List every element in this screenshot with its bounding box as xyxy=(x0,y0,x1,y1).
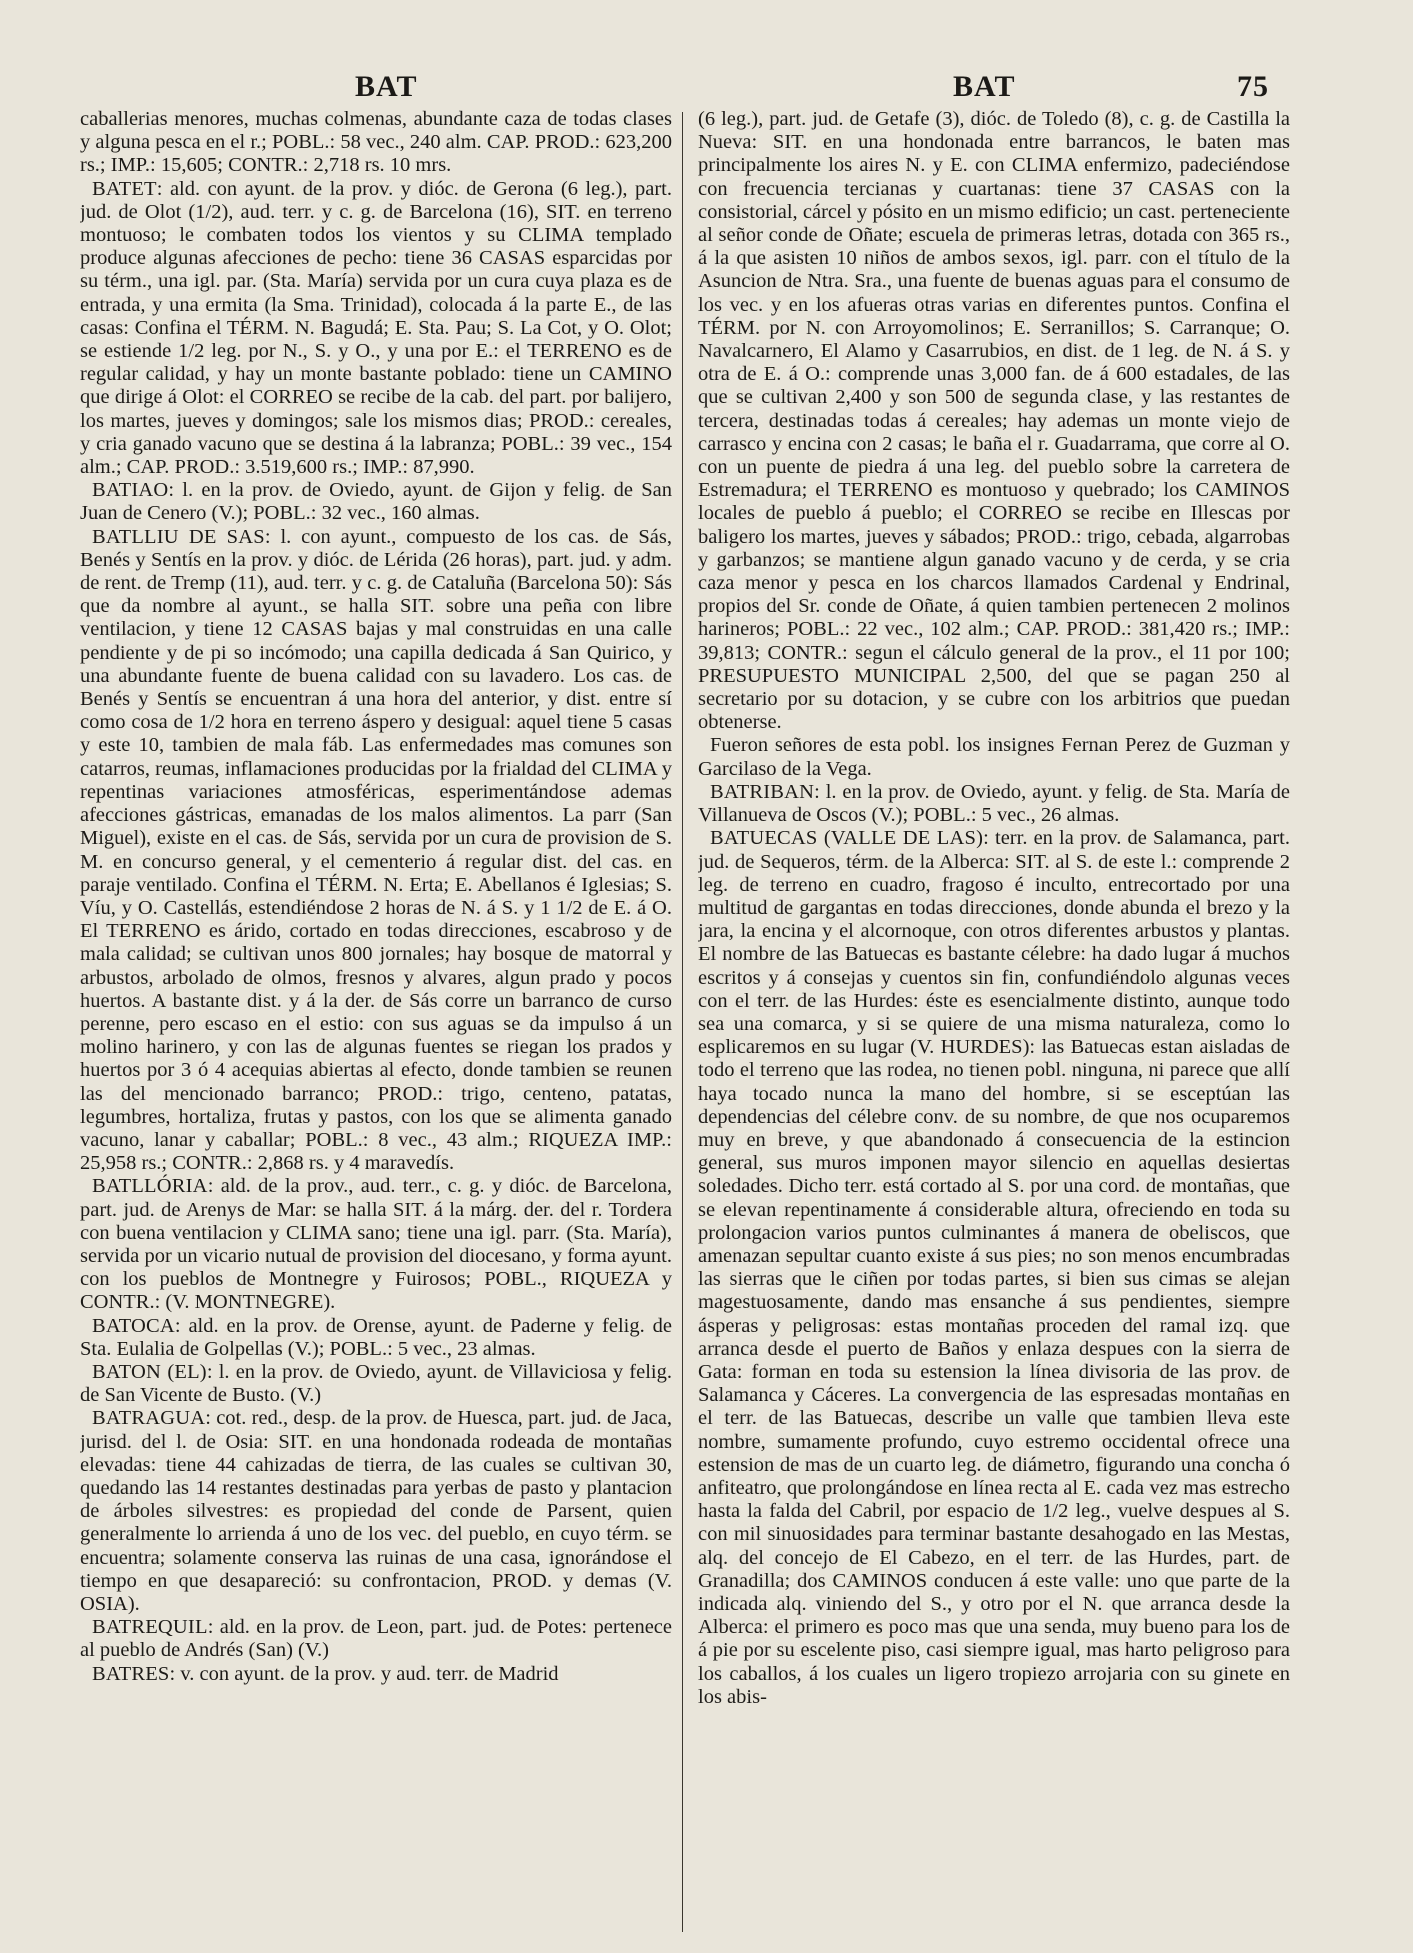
entry-baton: BATON (EL): l. en la prov. de Oviedo, ayunt. de Villaviciosa y felig. de San Vicente de Busto. (V.) xyxy=(80,1360,672,1407)
entry-batoca: BATOCA: ald. en la prov. de Orense, ayunt. de Paderne y felig. de Sta. Eulalia de Golpellas (V.); POBL.: 5 vec., 23 almas. xyxy=(80,1314,672,1360)
entry-batlloria: BATLLÓRIA: ald. de la prov., aud. terr., c. g. y dióc. de Barcelona, part. jud. de Arenys de Mar: se halla SIT. á la márg. der. del r. Tordera con buena ventilacion y CLIMA sano; tiene una igl. parr. (Sta. María), servida por un vicario nutual de provision del diocesano, y forma ayunt. con los pueblos de Montnegre y Fuirosos; POBL., RIQUEZA y CONTR.: (V. MONTNEGRE). xyxy=(80,1175,672,1314)
entry-headword: BATON (EL) xyxy=(92,1360,207,1383)
entry-batriban: BATRIBAN: l. en la prov. de Oviedo, ayunt. y felig. de Sta. María de Villanueva de Oscos (V.); POBL.: 5 vec., 26 almas. xyxy=(698,780,1290,827)
entry-headword: BATUECAS (VALLE DE LAS) xyxy=(710,827,984,850)
entry-headword: BATOCA xyxy=(92,1314,175,1337)
entry-note: Fueron señores de esta pobl. los insignes Fernan Perez de Guzman y Garcilaso de la Vega. xyxy=(698,734,1290,780)
entry-headword: BATRAGUA xyxy=(92,1407,206,1430)
entry-headword: BATIAO xyxy=(92,479,169,502)
right-column xyxy=(698,108,1290,1928)
entry-headword: BATLLÓRIA xyxy=(92,1175,208,1198)
entry-batragua: BATRAGUA: cot. red., desp. de la prov. de Huesca, part. jud. de Jaca, jurisd. del l. de Osia: SIT. en una hondonada rodeada de montañas elevadas: tiene 44 cahizadas de tierra, de las cuales se cultivan 30, quedando las 14 restantes destinadas para yerbas de pasto y plantacion de árboles silvestres: es propiedad del conde de Parsent, quien generalmente lo arrienda á uno de los vec. del pueblo, en cuyo térm. se encuentra; solamente conserva las ruinas de una casa, ignorándose el tiempo en que desapareció: su confrontacion, PROD. y demas (V. OSIA). xyxy=(80,1407,672,1615)
entry-batrequil: BATREQUIL: ald. en la prov. de Leon, part. jud. de Potes: pertenece al pueblo de Andrés (San) (V.) xyxy=(80,1616,672,1662)
entry-headword: BATREQUIL xyxy=(92,1616,208,1639)
entry-continuation: (6 leg.), part. jud. de Getafe (3), dióc. de Toledo (8), c. g. de Castilla la Nueva: SIT. en una hondonada entre barrancos, le baten mas principalmente los aires N. y E. con CLIMA enfermizo, padeciéndose con frecuencia tercianas y cuartanas: tiene 37 CASAS con la consistorial, cárcel y pósito en un mismo edificio; un cast. perteneciente al señor conde de Oñate; escuela de primeras letras, dotada con 365 rs., á la que asisten 10 niños de ambos sexos, igl. parr. con el título de la Asuncion de Ntra. Sra., una fuente de buenas aguas para el consumo de los vec. y en los afueras otras varias en diferentes puntos. Confina el TÉRM. por N. con Arroyomolinos; E. Serranillos; S. Carranque; O. Navalcarnero, El Alamo y Casarrubios, en dist. de 1 leg. de N. á S. y otra de E. á O.: comprende unas 3,000 fan. de á 600 estadales, de las que se cultivan 2,400 y son 500 de segunda clase, y las restantes de tercera, destinadas todas á cereales; hay ademas un monte viejo de carrasco y encina con 2 casas; le baña el r. Guadarrama, que corre al O. con un puente de piedra á una leg. del pueblo sobre la carretera de Estremadura; el TERRENO es montuoso y quebrado; los CAMINOS locales de pueblo á pueblo; el CORREO se recibe en Illescas por baligero los martes, jueves y sábados; PROD.: trigo, cebada, algarrobas y garbanzos; se mantiene algun ganado vacuno y de cerda, y se cria caza menor y pesca en los charcos llamados Cardenal y Endrinal, propios del Sr. conde de Oñate, á quien tambien pertenecen 2 molinos harineros; POBL.: 22 vec., 102 alm.; CAP. PROD.: 381,420 rs.; IMP.: 39,813; CONTR.: segun el cálculo general de la prov., el 11 por 100; PRESUPUESTO MUNICIPAL 2,500, del que se pagan 250 al secretario por su dotacion, y se cubre con los arbitrios que puedan obtenerse. xyxy=(698,108,1290,734)
left-column xyxy=(80,108,672,1928)
entry-batres: BATRES: v. con ayunt. de la prov. y aud. terr. de Madrid xyxy=(92,1662,559,1685)
entry-batet: BATET: ald. con ayunt. de la prov. y dióc. de Gerona (6 leg.), part. jud. de Olot (1/2), aud. terr. y c. g. de Barcelona (16), SIT. en terreno montuoso; le combaten todos los vientos y su CLIMA templado produce algunas afecciones de pecho: tiene 36 CASAS esparcidas por su térm., una igl. par. (Sta. María) servida por un cura cuya plaza es de entrada, y una ermita (la Sma. Trinidad), colocada á la parte E., de las casas: Confina el TÉRM. N. Bagudá; E. Sta. Pau; S. La Cot, y O. Olot; se estiende 1/2 leg. por N., S. y O., y una por E.: el TERRENO es de regular calidad, y hay un monte bastante poblado: tiene un CAMINO que dirige á Olot: el CORREO se recibe de la cab. del part. por balijero, los martes, jueves y domingos; sale los mismos dias; PROD.: cereales, y cria ganado vacuno que se destina á la labranza; POBL.: 39 vec., 154 alm.; CAP. PROD.: 3.519,600 rs.; IMP.: 87,990. xyxy=(80,177,672,479)
entry-batlliu-de-sas: BATLLIU DE SAS: l. con ayunt., compuesto de los cas. de Sás, Benés y Sentís en la prov. y dióc. de Lérida (26 horas), part. jud. y adm. de rent. de Tremp (11), aud. terr. y c. g. de Cataluña (Barcelona 50): Sás que da nombre al ayunt., se halla SIT. sobre una peña con libre ventilacion, y tiene 12 CASAS bajas y mal construidas en una calle pendiente y de pi so incómodo; una capilla dedicada á San Quirico, y una abundante fuente de buena calidad con su lavadero. Los cas. de Benés y Sentís se encuentran á una hora del anterior, y dist. entre sí como cosa de 1/2 hora en terreno áspero y desigual: aquel tiene 5 casas y este 10, tambien de mala fáb. Las enfermedades mas comunes son catarros, reumas, inflamaciones producidas por la frialdad del CLIMA y repentinas variaciones atmosféricas, esperimentándose ademas afecciones gástricas, emanadas de los malos alimentos. La parr (San Miguel), existe en el cas. de Sás, servida por un cura de provision de S. M. en concurso general, y el cementerio á regular dist. del cas. en paraje ventilado. Confina el TÉRM. N. Erta; E. Abellanos é Iglesias; S. Víu, y O. Castellás, estendiéndose 2 horas de N. á S. y 1 1/2 de E. á O. El TERRENO es árido, cortado en todas direcciones, escabroso y de mala calidad; se cultivan unos 800 jornales; hay bosque de matorral y arbustos, arbolado de olmos, fresnos y alvares, algun prado y pocos huertos. A bastante dist. y á la der. de Sás corre un barranco de curso perenne, pero escaso en el estio: con sus aguas se da impulso á un molino harinero, y con las de algunas fuentes se riegan los prados y huertos por 3 ó 4 acequias abiertas al efecto, donde tambien se reunen las del mencionado barranco; PROD.: trigo, centeno, patatas, legumbres, hortaliza, frutas y pastos, con los que se alimenta ganado vacuno, lanar y caballar; POBL.: 8 vec., 43 alm.; RIQUEZA IMP.: 25,958 rs.; CONTR.: 2,868 rs. y 4 maravedís. xyxy=(80,525,672,1175)
entry-headword: BATLLIU DE SAS xyxy=(92,525,265,548)
entry-continuation: caballerias menores, muchas colmenas, abundante caza de todas clases y alguna pesca en el r.; POBL.: 58 vec., 240 alm. CAP. PROD.: 623,200 rs.; IMP.: 15,605; CONTR.: 2,718 rs. 10 mrs. xyxy=(80,108,672,177)
entry-batuecas: BATUECAS (VALLE DE LAS): terr. en la prov. de Salamanca, part. jud. de Sequeros, térm. de la Alberca: SIT. al S. de este l.: comprende 2 leg. de terreno en cuadro, fragoso é inculto, entrecortado por una multitud de gargantas en todas direcciones, donde abunda el brezo y la jara, la encina y el alcornoque, con otros diferentes arbustos y plantas. El nombre de las Batuecas es bastante célebre: ha dado lugar á muchos escritos y á consejas y cuentos sin fin, confundiéndolo algunas veces con el terr. de las Hurdes: éste es esencialmente distinto, aunque todo sea una comarca, y si se quiere de una misma naturaleza, como lo esplicaremos en su lugar (V. HURDES): las Batuecas estan aisladas de todo el terreno que las rodea, no tienen pobl. ninguna, ni parece que allí haya tocado nunca la mano del hombre, si se esceptúan las dependencias del célebre conv. de su nombre, de que nos ocuparemos muy en breve, y que abandonado á consecuencia de la estincion general, sus muros imponen mayor silencio en aquellas desiertas soledades. Dicho terr. está cortado al S. por una cord. de montañas, que se elevan repentinamente á considerable altura, ofreciendo en toda su prolongacion varios puntos culminantes á manera de obeliscos, que amenazan sepultar cuanto existe á sus pies; no son menos encumbradas las sierras que le ciñen por todas partes, si bien sus cimas se alejan magestuosamente, dando mas ensanche á sus pendientes, siempre ásperas y peligrosas: estas montañas proceden del ramal izq. que arranca desde el puerto de Baños y enlaza despues con la sierra de Gata: forman en toda su estension la línea divisoria de las prov. de Salamanca y Cáceres. La convergencia de las espresadas montañas en el terr. de las Batuecas, describe un valle que tambien lleva este nombre, sumamente profundo, cuyo estremo occidental ofrece una estension de mas de un cuarto leg. de diámetro, figurando una concha ó anfiteatro, que prolongándose en línea recta al E. cada vez mas estrecho hasta la falda del Cabril, por espacio de 1/2 leg., vuelve despues al S. con mil sinuosidades para terminar bastante desahogado en las Mestas, alq. del concejo de El Cabezo, en el terr. de las Hurdes, part. de Granadilla; dos CAMINOS conducen á este valle: uno que parte de la indicada alq. viniendo del S., y otro por el N. que arranca desde la Alberca: el primero es poco mas que una senda, muy bueno para los de á pie por su escelente piso, casi siempre igual, mas harto peligroso para los caballos, á los cuales un ligero tropiezo arrojaria con su ginete en los abis- xyxy=(698,827,1290,1708)
page-header xyxy=(0,70,1413,110)
running-head-left: BAT xyxy=(355,70,418,103)
running-head-right: BAT xyxy=(953,70,1016,103)
entry-headword: BATET xyxy=(92,177,157,200)
column-divider xyxy=(682,112,683,1932)
page-number: 75 xyxy=(1237,70,1269,103)
entry-batiao: BATIAO: l. en la prov. de Oviedo, ayunt. de Gijon y felig. de San Juan de Cenero (V.); POBL.: 32 vec., 160 almas. xyxy=(80,479,672,525)
entry-headword: BATRIBAN xyxy=(710,780,815,803)
entry-headword: BATRES xyxy=(92,1662,170,1685)
